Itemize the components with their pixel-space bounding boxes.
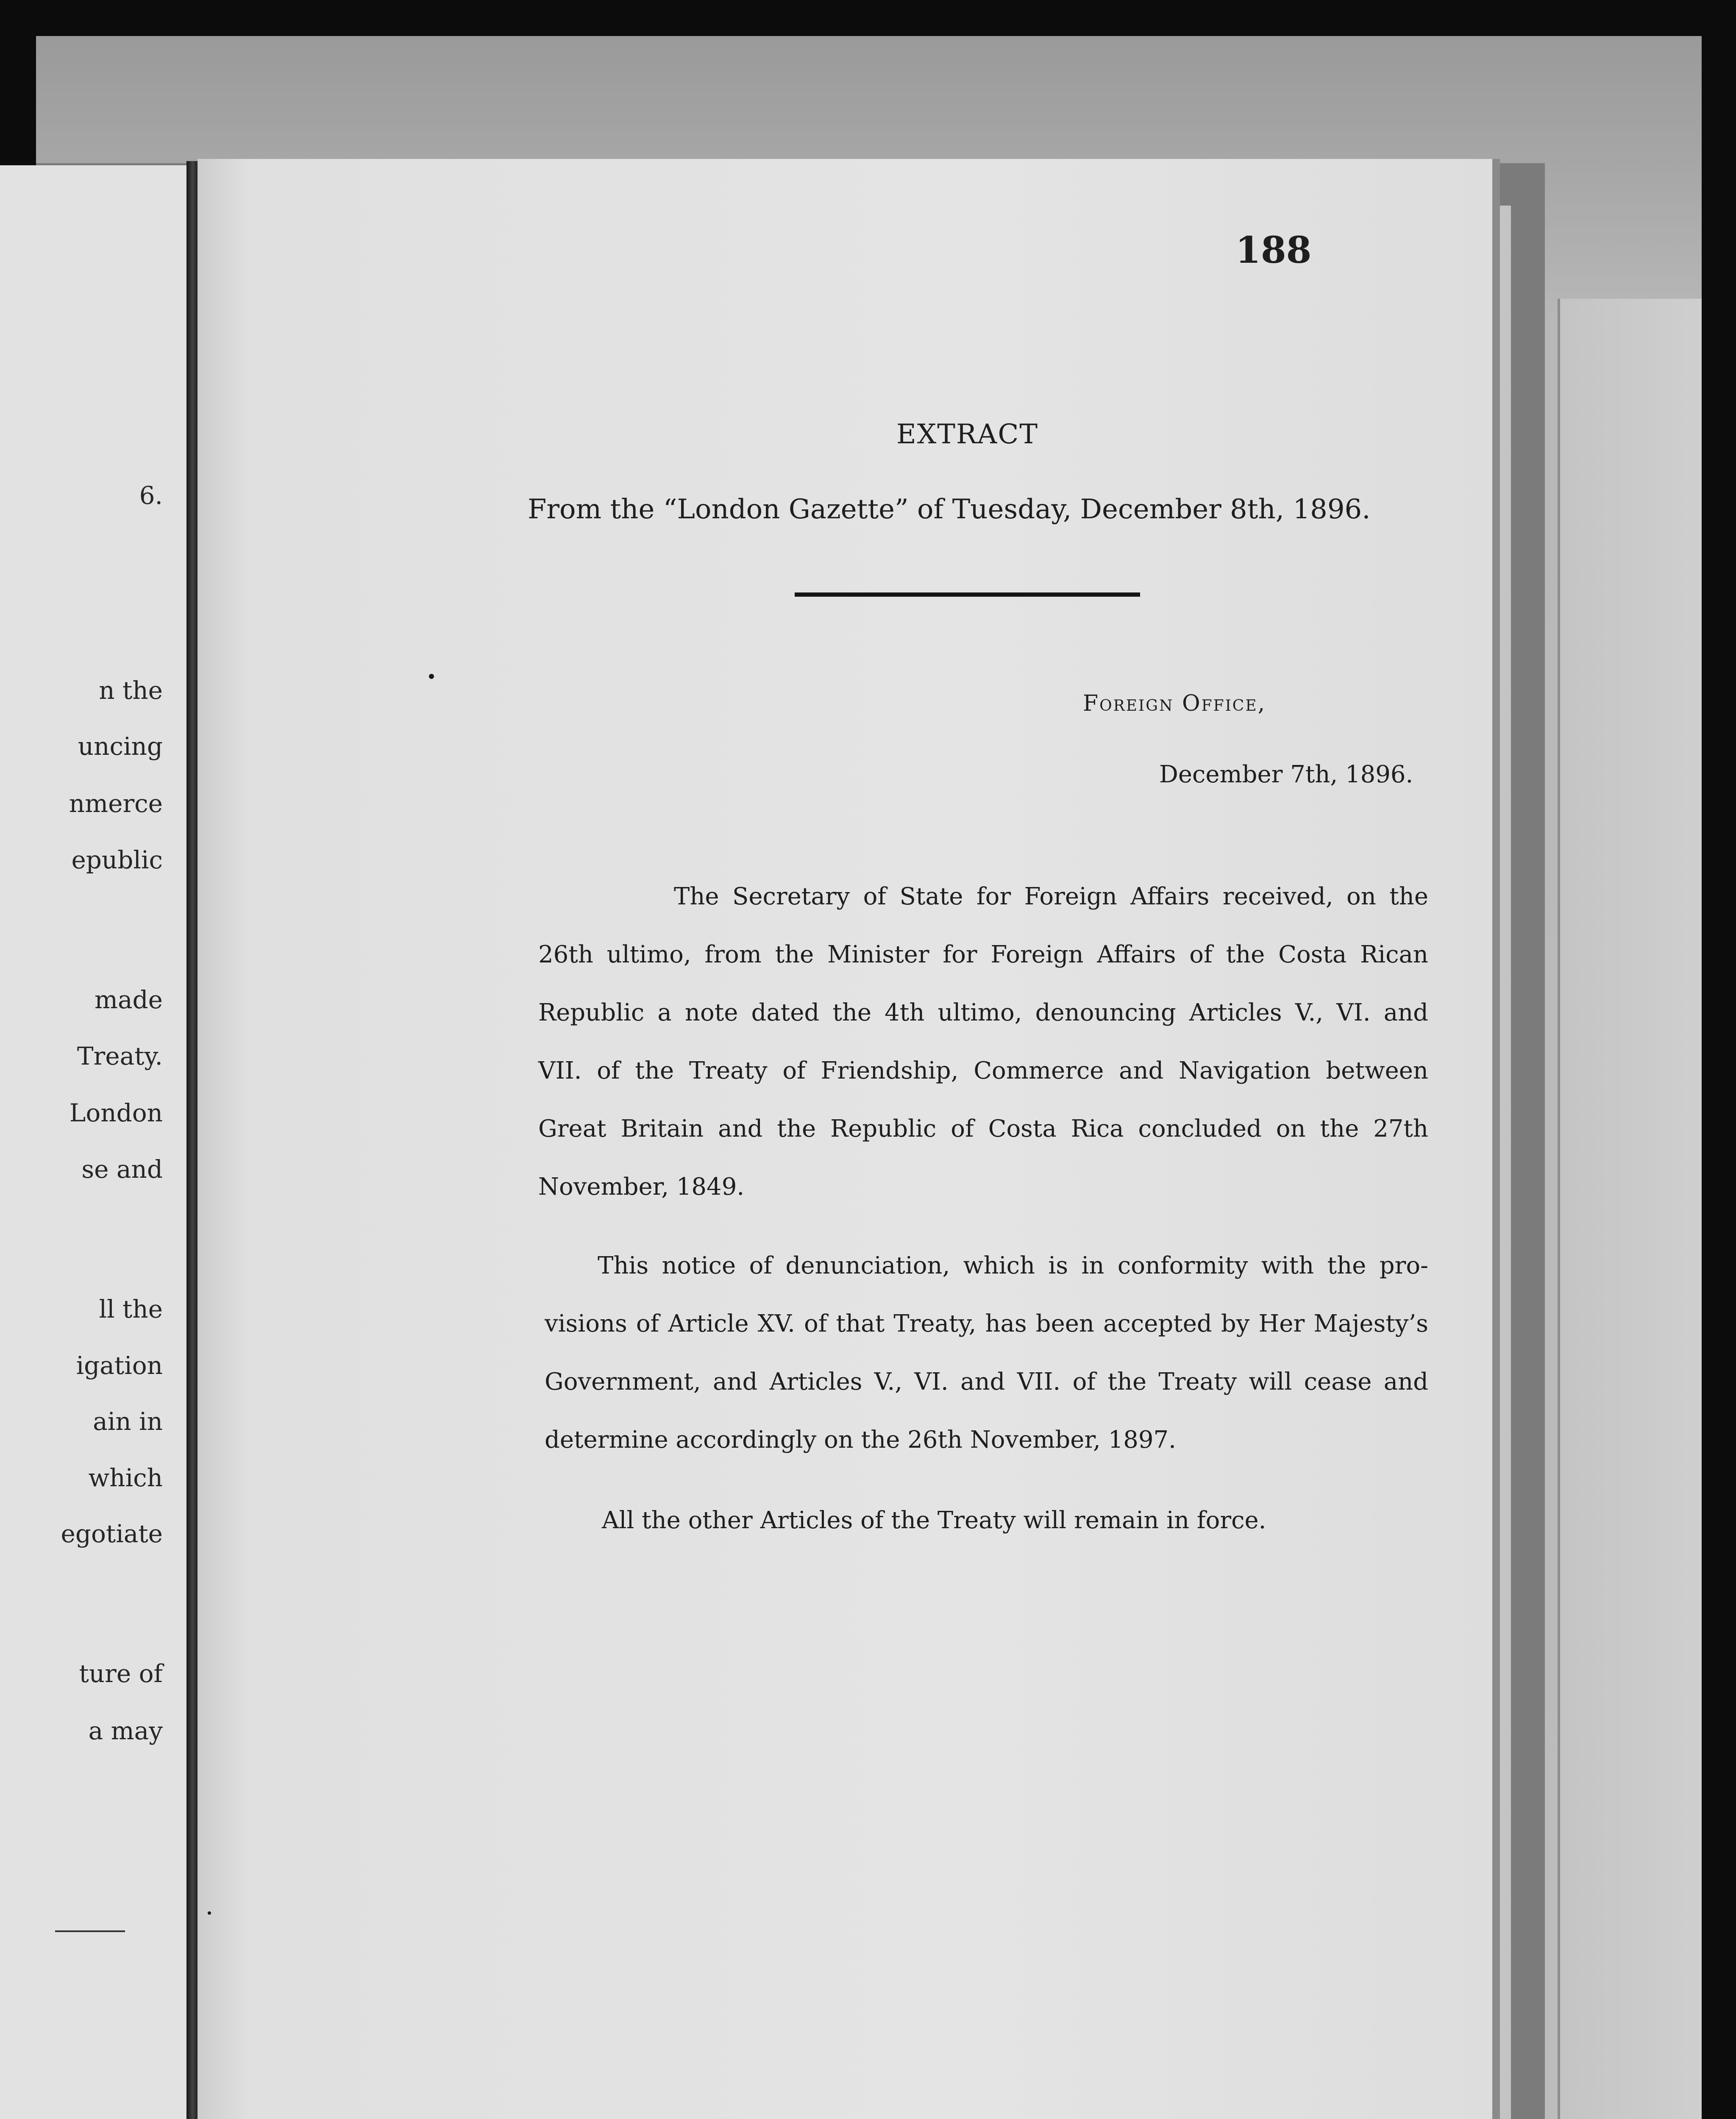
left-page-fragment: made bbox=[94, 985, 163, 1014]
book-binding bbox=[186, 161, 198, 2119]
left-page-rule bbox=[55, 1930, 125, 1932]
speck bbox=[429, 674, 434, 679]
paragraph-line: The Secretary of State for Foreign Affairs received, on the bbox=[674, 883, 1428, 910]
paragraph-line: This notice of denunciation, which is in conformity with the pro- bbox=[598, 1252, 1428, 1279]
left-page-fragment: ain in bbox=[93, 1407, 163, 1436]
left-page-fragment: igation bbox=[76, 1351, 163, 1380]
paragraph-line: Republic a note dated the 4th ultimo, denouncing Articles V., VI. and bbox=[538, 999, 1428, 1026]
paragraph-line: 26th ultimo, from the Minister for Foreign Affairs of the Costa Rican bbox=[538, 941, 1428, 968]
left-page-fragment: Treaty. bbox=[77, 1042, 163, 1071]
department-date: December 7th, 1896. bbox=[1159, 761, 1413, 788]
left-page-fragment: ll the bbox=[99, 1295, 163, 1324]
left-page bbox=[0, 165, 186, 2119]
left-page-fragment: which bbox=[88, 1463, 163, 1492]
department-heading: Foreign Office, bbox=[1083, 691, 1266, 716]
left-page-fragment: n the bbox=[99, 676, 163, 705]
paragraph-line: VII. of the Treaty of Friendship, Commerce and Navigation between bbox=[538, 1057, 1428, 1085]
document-title: EXTRACT bbox=[896, 419, 1039, 450]
paragraph-line: visions of Article XV. of that Treaty, has been accepted by Her Majesty’s bbox=[545, 1310, 1428, 1338]
paragraph-remaining-articles: All the other Articles of the Treaty will remain in force. bbox=[602, 1507, 1266, 1534]
paragraph-line: determine accordingly on the 26th November, 1897. bbox=[545, 1426, 1176, 1454]
paragraph-line: Government, and Articles V., VI. and VII. of the Treaty will cease and bbox=[545, 1368, 1428, 1396]
left-page-fragment: 6. bbox=[139, 481, 163, 510]
paragraph-line: Great Britain and the Republic of Costa Rica concluded on the 27th bbox=[538, 1115, 1428, 1143]
title-rule bbox=[795, 592, 1140, 597]
left-page-fragment: a may bbox=[88, 1716, 163, 1745]
paragraph-denunciation bbox=[545, 1237, 1428, 1469]
left-page-fragment: uncing bbox=[78, 732, 163, 761]
paragraph-notice bbox=[538, 868, 1428, 1216]
left-page-fragment: se and bbox=[81, 1155, 163, 1184]
left-page-fragment: nmerce bbox=[69, 789, 163, 818]
paragraph-line: November, 1849. bbox=[538, 1173, 745, 1201]
document-subtitle: From the “London Gazette” of Tuesday, December 8th, 1896. bbox=[528, 494, 1371, 525]
page-number: 188 bbox=[1235, 229, 1312, 272]
left-page-fragment: epublic bbox=[71, 845, 163, 874]
left-page-fragment: ture of bbox=[79, 1659, 163, 1688]
left-page-fragment: London bbox=[69, 1098, 163, 1127]
right-sheet-edge bbox=[1558, 299, 1702, 2119]
speck bbox=[208, 1911, 211, 1915]
left-page-fragment: egotiate bbox=[61, 1519, 163, 1548]
